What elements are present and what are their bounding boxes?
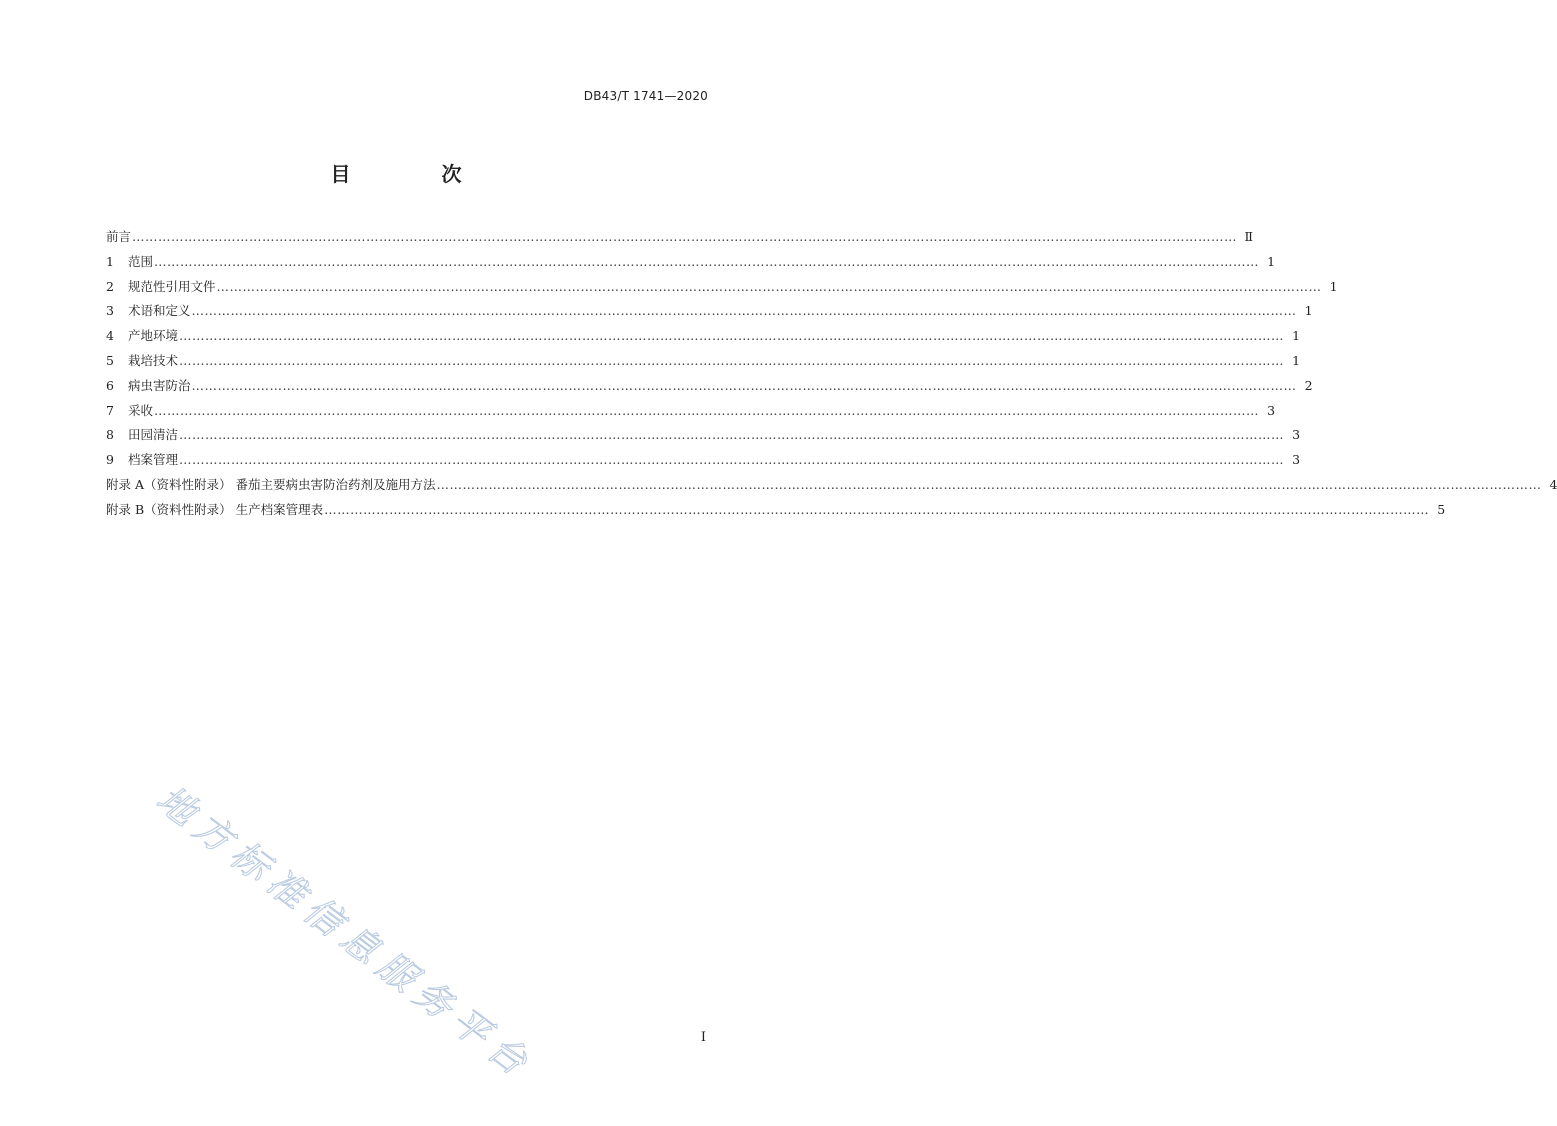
toc-entry[interactable]: [106, 425, 1301, 450]
toc-entry-label: 采收: [128, 402, 154, 418]
toc-entry-number: 2: [106, 278, 114, 294]
toc-entry[interactable]: [106, 277, 1338, 302]
toc-entry-number: 5: [106, 352, 114, 368]
toc-entry-label: 范围: [128, 253, 154, 269]
toc-entry-label: 档案管理: [128, 452, 179, 468]
toc-entry-label: 栽培技术: [128, 352, 179, 368]
toc-dot-leader: …………………………………………………………………………………………………………………………………………………………………………………………………………………………………: [132, 229, 1238, 244]
toc-entry-label: 病虫害防治: [128, 377, 191, 393]
toc-entry-page: 1: [1292, 352, 1301, 368]
table-of-contents: [106, 227, 1557, 525]
toc-entry-appendix-a[interactable]: [106, 475, 1557, 500]
toc-title: 目 次: [330, 162, 504, 186]
toc-entry-label: 产地环境: [128, 328, 179, 344]
toc-entry-label: 规范性引用文件: [128, 278, 216, 294]
toc-entry-page: Ⅱ: [1244, 229, 1254, 244]
toc-dot-leader: …………………………………………………………………………………………………………………………………………………………………………………………………………………………………: [179, 352, 1285, 368]
toc-dot-leader: …………………………………………………………………………………………………………………………………………………………………………………………………………………………………: [191, 377, 1297, 393]
toc-entry-page: 3: [1292, 452, 1301, 468]
toc-entry[interactable]: [106, 401, 1276, 426]
toc-entry-page: 2: [1304, 377, 1313, 393]
watermark-text: 地方标准信息服务平台: [148, 777, 542, 1089]
toc-entry[interactable]: [106, 301, 1313, 326]
toc-dot-leader: …………………………………………………………………………………………………………………………………………………………………………………………………………………………………: [179, 427, 1285, 443]
toc-entry[interactable]: [106, 450, 1301, 475]
toc-dot-leader: …………………………………………………………………………………………………………………………………………………………………………………………………………………………………: [216, 278, 1322, 294]
toc-entry[interactable]: [106, 376, 1313, 401]
toc-entry-number: 6: [106, 377, 114, 393]
toc-entry[interactable]: [106, 252, 1276, 277]
toc-entry-label: 术语和定义: [128, 303, 191, 319]
toc-entry[interactable]: [106, 351, 1301, 376]
toc-entry-number: 9: [106, 452, 114, 468]
toc-entry-number: 1: [106, 253, 114, 269]
toc-entry-page: 1: [1267, 253, 1276, 269]
toc-dot-leader: …………………………………………………………………………………………………………………………………………………………………………………………………………………………………: [154, 402, 1260, 418]
toc-entry-label: 附录 A（资料性附录） 番茄主要病虫害防治药剂及施用方法: [106, 476, 436, 492]
toc-entry-page: 1: [1304, 303, 1313, 319]
toc-dot-leader: …………………………………………………………………………………………………………………………………………………………………………………………………………………………………: [191, 303, 1297, 319]
toc-dot-leader: …………………………………………………………………………………………………………………………………………………………………………………………………………………………………: [179, 328, 1285, 344]
toc-entry-label: 田园清洁: [128, 427, 179, 443]
toc-entry-number: 3: [106, 303, 114, 319]
toc-entry-page: 1: [1292, 328, 1301, 344]
toc-entry-number: 7: [106, 402, 114, 418]
toc-entry[interactable]: [106, 326, 1301, 351]
toc-dot-leader: …………………………………………………………………………………………………………………………………………………………………………………………………………………………………: [436, 476, 1542, 492]
toc-entry-number: 8: [106, 427, 114, 443]
toc-entry-appendix-b[interactable]: [106, 500, 1446, 525]
toc-entry[interactable]: [106, 227, 1254, 252]
toc-entry-number: 4: [106, 328, 114, 344]
toc-dot-leader: …………………………………………………………………………………………………………………………………………………………………………………………………………………………………: [324, 501, 1430, 517]
toc-entry-page: 1: [1329, 278, 1338, 294]
toc-dot-leader: …………………………………………………………………………………………………………………………………………………………………………………………………………………………………: [154, 253, 1260, 269]
toc-entry-label: 附录 B（资料性附录） 生产档案管理表: [106, 501, 324, 517]
toc-entry-label: 前言: [106, 229, 132, 244]
toc-entry-page: 4: [1549, 476, 1557, 492]
toc-entry-page: 3: [1292, 427, 1301, 443]
toc-entry-page: 3: [1267, 402, 1276, 418]
toc-entry-page: 5: [1437, 501, 1446, 517]
toc-dot-leader: …………………………………………………………………………………………………………………………………………………………………………………………………………………………………: [179, 452, 1285, 468]
document-code: DB43/T 1741—2020: [583, 89, 708, 103]
page-number: I: [700, 1030, 706, 1045]
